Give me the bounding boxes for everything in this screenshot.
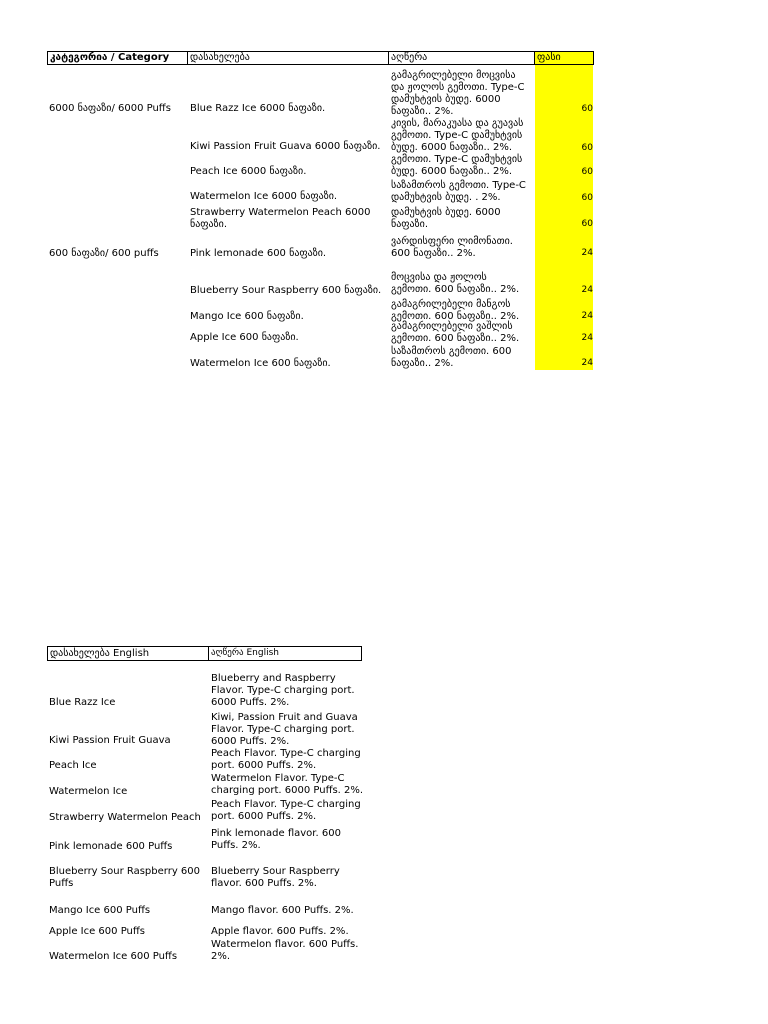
header-name: დასახელება <box>187 51 389 65</box>
row-description: Blueberry Sour Raspberry flavor. 600 Puffs. 2%. <box>211 866 340 889</box>
row-description: კივის, მარაკუასა და გუავას გემოთი. Type-C დამუხტვის ბუდე. 6000 ნაფაზი.. 2%. <box>391 118 524 153</box>
row-name: Watermelon Ice 600 Puffs <box>49 951 178 962</box>
row-description: Pink lemonade flavor. 600 Puffs. 2%. <box>211 828 341 851</box>
row-description: Watermelon flavor. 600 Puffs. 2%. <box>211 939 359 962</box>
row-name: Apple Ice 600 ნაფაზი. <box>190 332 299 343</box>
row-name: Pink lemonade 600 Puffs <box>49 841 173 852</box>
row-description: Blueberry and Raspberry Flavor. Type-C charging port. 6000 Puffs. 2%. <box>211 673 355 708</box>
row-name: Watermelon Ice 600 ნაფაზი. <box>190 358 331 369</box>
row-price: 24 <box>581 333 593 343</box>
row-description: Peach Flavor. Type-C charging port. 6000 Puffs. 2%. <box>211 799 361 822</box>
row-description: Apple flavor. 600 Puffs. 2%. <box>211 926 349 937</box>
row-description: გამაგრილებელი მანგოს გემოთი. 600 ნაფაზი.. 2%. <box>391 299 520 322</box>
row-description: გამაგრილებელი ვაშლის გემოთი. 600 ნაფაზი.. 2%. <box>391 321 520 344</box>
row-description: Mango flavor. 600 Puffs. 2%. <box>211 905 354 916</box>
row-name: Pink lemonade 600 ნაფაზი. <box>190 248 327 259</box>
category-600-puffs: 600 ნაფაზი/ 600 puffs <box>49 248 159 259</box>
row-price: 24 <box>581 311 593 321</box>
row-description: Watermelon Flavor. Type-C charging port. 6000 Puffs. 2%. <box>211 773 364 796</box>
row-price: 24 <box>581 358 593 368</box>
row-name: Blue Razz Ice <box>49 697 116 708</box>
row-description: საზამთროს გემოთი. Type-C დამუხტვის ბუდე. . 2%. <box>391 180 526 203</box>
row-name: Strawberry Watermelon Peach <box>49 812 201 823</box>
row-description: გემოთი. Type-C დამუხტვის ბუდე. 6000 ნაფაზი.. 2%. <box>391 154 523 177</box>
category-6000-puffs: 6000 ნაფაზი/ 6000 Puffs <box>49 103 171 114</box>
row-name: Watermelon Ice 6000 ნაფაზი. <box>190 191 338 202</box>
row-price: 60 <box>581 104 593 114</box>
row-price: 60 <box>581 143 593 153</box>
row-description: Peach Flavor. Type-C charging port. 6000 Puffs. 2%. <box>211 748 361 771</box>
row-name: Kiwi Passion Fruit Guava 6000 ნაფაზი. <box>190 141 381 152</box>
row-name: Kiwi Passion Fruit Guava <box>49 735 171 746</box>
row-price: 60 <box>581 219 593 229</box>
row-description: Kiwi, Passion Fruit and Guava Flavor. Type-C charging port. 6000 Puffs. 2%. <box>211 712 358 747</box>
row-name: Peach Ice <box>49 760 97 771</box>
row-name: Peach Ice 6000 ნაფაზი. <box>190 166 307 177</box>
row-description: ვარდისფერი ლიმონათი. 600 ნაფაზი.. 2%. <box>391 236 513 259</box>
row-name: Apple Ice 600 Puffs <box>49 926 145 937</box>
header-category: კატეგორია / Category <box>47 51 188 65</box>
header-description: აღწერა <box>388 51 535 65</box>
header-name-english: დასახელება English <box>47 646 209 661</box>
row-description: გამაგრილებელი მოცვისა და ჟოლოს გემოთი. Type-C დამუხტვის ბუდე. 6000 ნაფაზი.. 2%. <box>391 70 525 117</box>
row-name: Watermelon Ice <box>49 786 128 797</box>
header-description-english: აღწერა English <box>208 646 362 661</box>
row-name: Blueberry Sour Raspberry 600 Puffs <box>49 866 201 889</box>
row-price: 60 <box>581 167 593 177</box>
row-name: Mango Ice 600 ნაფაზი. <box>190 311 304 322</box>
row-price: 24 <box>581 248 593 258</box>
row-description: მოცვისა და ჟოლოს გემოთი. 600 ნაფაზი.. 2%. <box>391 272 520 295</box>
row-price: 24 <box>581 285 593 295</box>
row-name: Mango Ice 600 Puffs <box>49 905 151 916</box>
row-name: Strawberry Watermelon Peach 6000 ნაფაზი. <box>190 207 371 230</box>
header-price: ფასი <box>534 51 594 65</box>
row-name: Blueberry Sour Raspberry 600 ნაფაზი. <box>190 285 382 296</box>
row-description: საზამთროს გემოთი. 600 ნაფაზი.. 2%. <box>391 346 512 369</box>
row-price: 60 <box>581 193 593 203</box>
row-name: Blue Razz Ice 6000 ნაფაზი. <box>190 103 326 114</box>
row-description: დამუხტვის ბუდე. 6000 ნაფაზი. <box>391 207 501 230</box>
